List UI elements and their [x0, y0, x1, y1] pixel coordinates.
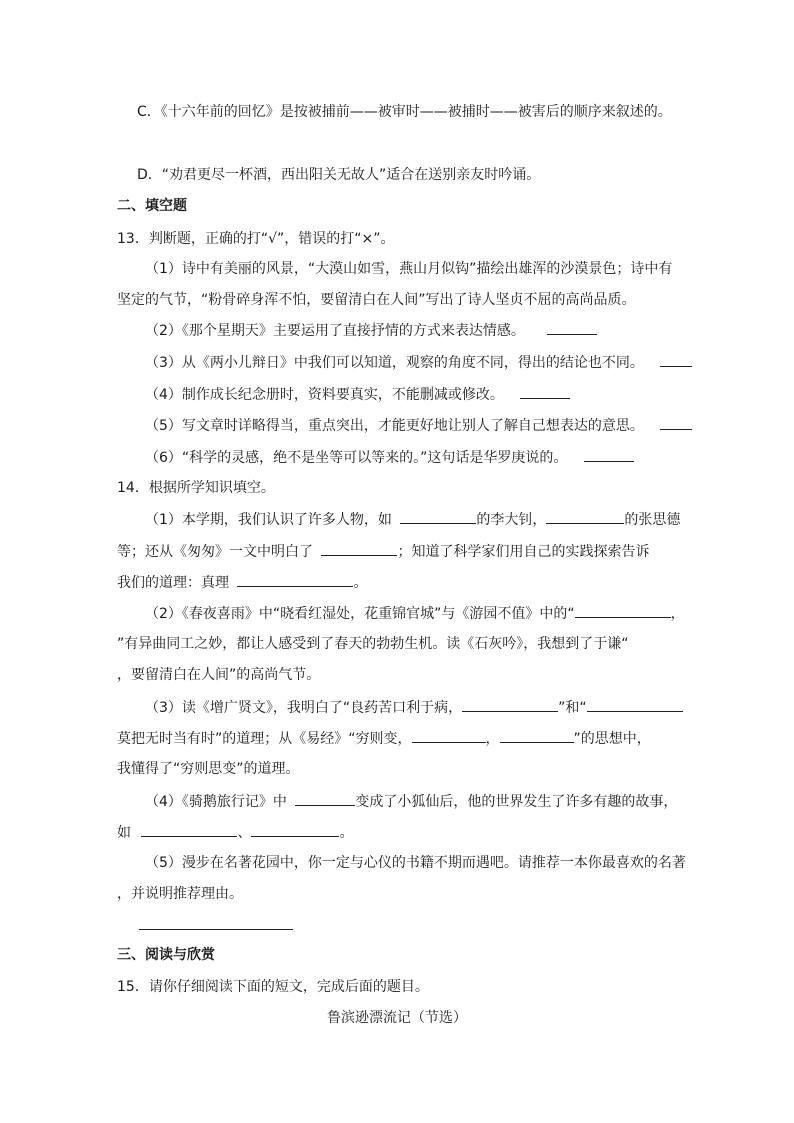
q14-item5-line2: ，并说明推荐理由。	[117, 886, 243, 902]
q15-stem: 15．请你仔细阅读下面的短文，完成后面的题目。	[117, 979, 429, 995]
q14-item3-line3: 我懂得了“穷则思变”的道理。	[117, 761, 300, 777]
answer-blank[interactable]	[500, 728, 574, 743]
answer-blank[interactable]	[575, 603, 671, 618]
answer-blank[interactable]	[587, 697, 683, 712]
q14-item2-line3: ，要留清白在人间”的高尚气节。	[117, 667, 321, 683]
option-d: D．“劝君更尽一杯酒，西出阳关无故人”适合在送别亲友时吟诵。	[137, 167, 541, 183]
q14-item1-line2: 等；还从《匆匆》一文中明白了 ；知道了科学家们用自己的实践探索告诉	[117, 541, 649, 562]
answer-blank[interactable]	[141, 822, 237, 837]
answer-blank[interactable]	[462, 697, 558, 712]
passage-title: 鲁滨逊漂流记（节选）	[327, 1010, 467, 1026]
answer-blank[interactable]	[547, 320, 597, 335]
answer-blank[interactable]	[660, 352, 692, 367]
q13-item4: （4）制作成长纪念册时，资料要真实，不能删减或修改。	[145, 384, 570, 405]
answer-blank[interactable]	[295, 791, 355, 806]
answer-blank[interactable]	[660, 415, 692, 430]
answer-blank[interactable]	[520, 384, 570, 399]
q14-item2-line2: ”有异曲同工之妙，都让人感受到了春天的勃勃生机。读《石灰吟》，我想到了于谦“	[117, 636, 629, 652]
section-title-fill-in: 二、填空题	[117, 198, 187, 214]
answer-blank[interactable]	[412, 728, 486, 743]
q13-item6: （6）“科学的灵感，绝不是坐等可以等来的。”这句话是华罗庚说的。	[145, 447, 634, 468]
q13-item1-line1: （1）诗中有美丽的风景，“大漠山如雪，燕山月似钩”描绘出雄浑的沙漠景色；诗中有	[145, 261, 673, 277]
answer-blank[interactable]	[321, 541, 397, 556]
q13-stem: 13．判断题，正确的打“√”，错误的打“×”。	[117, 231, 395, 247]
answer-blank[interactable]	[400, 509, 476, 524]
q14-item1-line3: 我们的道理：真理 。	[117, 572, 367, 593]
answer-line[interactable]	[139, 929, 293, 930]
answer-blank[interactable]	[251, 822, 339, 837]
q14-item4-line1: （4）《骑鹅旅行记》中 变成了小狐仙后，他的世界发生了许多有趣的故事，	[145, 791, 677, 812]
q13-item3: （3）从《两小儿辩日》中我们可以知道，观察的角度不同，得出的结论也不同。	[145, 352, 692, 373]
q14-item4-line2: 如 、 。	[117, 822, 353, 843]
answer-blank[interactable]	[584, 447, 634, 462]
q14-item3-line2: 莫把无时当有时”的道理；从《易经》“穷则变， ， ”的思想中，	[117, 728, 651, 749]
q13-item5: （5）写文章时详略得当，重点突出，才能更好地让别人了解自己想表达的意思。	[145, 415, 692, 436]
q13-item1-line2: 坚定的气节，“粉骨碎身浑不怕，要留清白在人间”写出了诗人坚贞不屈的高尚品质。	[117, 292, 636, 308]
q14-stem: 14．根据所学知识填空。	[117, 480, 275, 496]
option-c: C．《十六年前的回忆》是按被捕前——被审时——被捕时——被害后的顺序来叙述的。	[137, 104, 672, 120]
q14-item5-line1: （5）漫步在名著花园中，你一定与心仪的书籍不期而遇吧。请推荐一本你最喜欢的名著	[145, 855, 686, 871]
section-title-reading: 三、阅读与欣赏	[117, 947, 215, 963]
answer-blank[interactable]	[546, 509, 624, 524]
q14-item3-line1: （3）读《增广贤文》，我明白了“良药苦口利于病， ”和“	[145, 697, 683, 718]
q14-item1-line1: （1）本学期，我们认识了许多人物，如 的李大钊， 的张思德	[145, 509, 680, 530]
answer-blank[interactable]	[237, 572, 353, 587]
q13-item2: （2）《那个星期天》主要运用了直接抒情的方式来表达情感。	[145, 320, 597, 341]
q14-item2-line1: （2）《春夜喜雨》中“晓看红湿处，花重锦官城”与《游园不值》中的“ ，	[145, 603, 685, 624]
